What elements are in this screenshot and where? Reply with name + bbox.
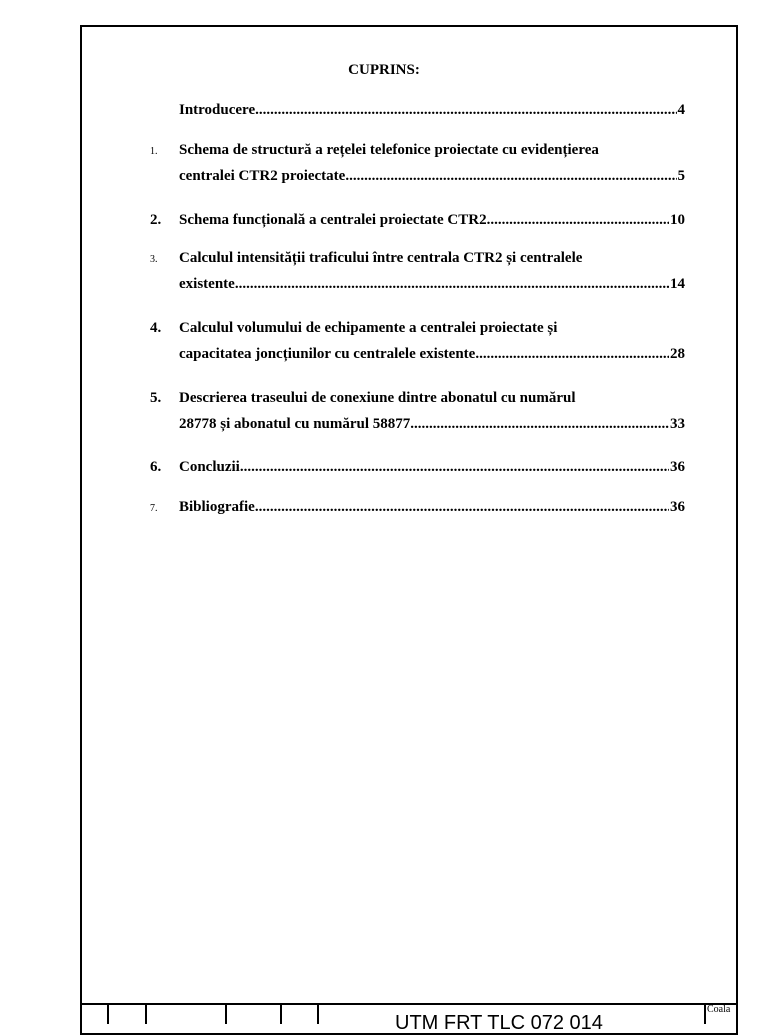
dot-leader (255, 494, 669, 520)
toc-page-number: 33 (670, 416, 685, 432)
toc-entry-7[interactable] (150, 494, 685, 520)
toc-entry-text: Concluzii (179, 459, 240, 475)
sheet-label: Coala (707, 1004, 731, 1015)
dot-leader (255, 97, 676, 123)
toc-entry-text: Schema de structură a rețelei telefonice proiectate cu evidențierea (179, 142, 599, 158)
toc-page-number: 14 (670, 276, 685, 292)
toc-entry-3[interactable] (150, 245, 685, 297)
toc-entry-text: Calculul volumului de echipamente a centralei proiectate și (179, 320, 558, 336)
toc-page-number: 28 (670, 346, 685, 362)
toc-entry-2[interactable] (150, 207, 685, 233)
toc-entry-5[interactable] (150, 385, 685, 437)
toc-entry-text: Introducere (179, 102, 256, 118)
toc-entry-number: 2. (150, 212, 162, 228)
dot-leader (345, 163, 676, 189)
toc-title: CUPRINS: (348, 62, 420, 78)
toc-entry-text: existente (179, 276, 235, 292)
dot-leader (487, 207, 669, 233)
toc-entry-number: 6. (150, 459, 162, 475)
title-block-divider (317, 1003, 319, 1024)
dot-leader (240, 454, 669, 480)
title-block-divider (145, 1003, 147, 1024)
dot-leader (410, 411, 669, 437)
document-code: UTM FRT TLC 072 014 (395, 1012, 603, 1034)
toc-entry-6[interactable] (150, 454, 685, 480)
toc-entry-text: Calculul intensității traficului între centrala CTR2 și centralele (179, 250, 583, 266)
toc-page-number: 4 (677, 102, 685, 118)
toc-entry-text: Schema funcțională a centralei proiectate CTR2 (179, 212, 487, 228)
title-block-divider (704, 1003, 706, 1024)
toc-entry-text: Bibliografie (179, 499, 255, 515)
toc-entry-4[interactable] (150, 315, 685, 367)
toc-entry-number: 3. (150, 254, 158, 265)
toc-entry-1[interactable] (150, 137, 685, 189)
title-block-border (80, 1003, 738, 1005)
title-block-divider (107, 1003, 109, 1024)
toc-entry-text: 28778 și abonatul cu numărul 58877 (179, 416, 411, 432)
toc-entry-text: capacitatea joncțiunilor cu centralele existente (179, 346, 476, 362)
title-block-divider (225, 1003, 227, 1024)
toc-entry-number: 7. (150, 503, 158, 514)
dot-leader (235, 271, 669, 297)
toc-page-number: 36 (670, 499, 685, 515)
toc-entry-introducere[interactable] (150, 97, 685, 123)
toc-entry-number: 4. (150, 320, 162, 336)
toc-entry-number: 1. (150, 146, 158, 157)
toc-entry-text: Descrierea traseului de conexiune dintre abonatul cu numărul (179, 390, 576, 406)
toc-entry-number: 5. (150, 390, 162, 406)
title-block-divider (280, 1003, 282, 1024)
toc-page-number: 5 (677, 168, 685, 184)
toc-entry-text: centralei CTR2 proiectate (179, 168, 346, 184)
dot-leader (475, 341, 669, 367)
toc-page-number: 10 (670, 212, 685, 228)
toc-page-number: 36 (670, 459, 685, 475)
